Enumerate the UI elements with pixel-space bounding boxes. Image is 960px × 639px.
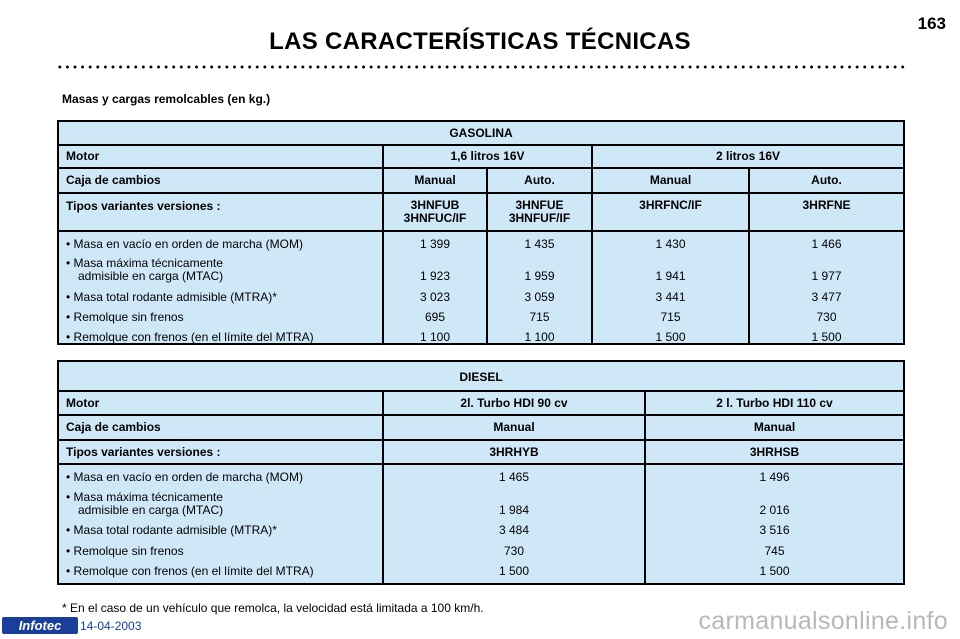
tipos-value: 3HRHYB [382, 441, 644, 465]
footnote: * En el caso de un vehículo que remolca, la velocidad está limitada a 100 km/h. [62, 601, 484, 615]
tipos-label: Tipos variantes versiones : [66, 199, 221, 213]
row-value: 715 [660, 310, 681, 324]
footer-date: 14-04-2003 [80, 619, 142, 633]
tipos-value: 3HNFUC/IF [403, 211, 467, 225]
tipos-value: 3HRFNE [748, 194, 903, 232]
watermark: carmanualsonline.info [698, 607, 948, 635]
gasolina-heading: GASOLINA [449, 126, 513, 140]
section-subtitle: Masas y cargas remolcables (en kg.) [62, 92, 271, 106]
gasolina-caja-row [59, 167, 903, 194]
motor-label: Motor [66, 149, 100, 163]
data-row [59, 469, 903, 485]
row-label: • Remolque sin frenos [66, 310, 184, 324]
tipos-value-cell [382, 194, 486, 232]
gasolina-motor-row [59, 144, 903, 169]
gasolina-data-block [59, 230, 903, 343]
row-value: 1 465 [498, 470, 530, 484]
gasolina-heading-row [59, 122, 903, 144]
row-value: 1 941 [655, 269, 686, 283]
caja-value: Manual [382, 169, 486, 194]
gasolina-table [57, 120, 905, 345]
diesel-motor-row [59, 390, 903, 416]
page-number: 163 [917, 14, 946, 33]
row-label: • Remolque con frenos (en el límite del MTRA) [66, 564, 314, 578]
tipos-value-cell [486, 194, 591, 232]
row-label-continued: admisible en carga (MTAC) [78, 269, 224, 283]
row-value: 715 [529, 310, 550, 324]
tipos-label: Tipos variantes versiones : [66, 445, 221, 459]
row-value: 1 435 [524, 237, 555, 251]
caja-value: Manual [591, 169, 748, 194]
row-value: 3 477 [811, 290, 842, 304]
data-row [59, 502, 903, 518]
data-row [59, 236, 903, 252]
row-label: • Masa total rodante admisible (MTRA)* [66, 290, 277, 304]
data-row [59, 268, 903, 284]
data-row [59, 329, 903, 345]
row-value: 1 500 [498, 564, 530, 578]
caja-value: Auto. [486, 169, 591, 194]
row-value: 1 466 [811, 237, 842, 251]
tipos-value: 3HRFNC/IF [591, 194, 748, 232]
caja-value: Manual [644, 416, 903, 441]
motor-value: 2 l. Turbo HDI 110 cv [644, 392, 903, 416]
diesel-heading: DIESEL [459, 370, 503, 384]
data-row [59, 543, 903, 559]
diesel-tipos-row [59, 439, 903, 465]
row-value: 3 484 [498, 523, 530, 537]
row-value: 730 [816, 310, 837, 324]
diesel-data-block [59, 463, 903, 583]
row-value: 1 977 [811, 269, 842, 283]
row-value: 1 430 [655, 237, 686, 251]
tipos-value: 3HNFUF/IF [508, 211, 571, 225]
data-row [59, 309, 903, 325]
tipos-value: 3HNFUE [515, 198, 564, 212]
diesel-table [57, 360, 905, 585]
data-row [59, 563, 903, 579]
row-value: 1 496 [759, 470, 790, 484]
row-label: • Remolque sin frenos [66, 544, 184, 558]
row-value: 1 500 [655, 330, 686, 344]
row-value: 3 023 [419, 290, 451, 304]
row-value: 730 [503, 544, 525, 558]
row-value: 1 100 [524, 330, 555, 344]
row-label: • Remolque con frenos (en el límite del MTRA) [66, 330, 314, 344]
row-label: • Masa en vacío en orden de marcha (MOM) [66, 237, 303, 251]
motor-value: 2 litros 16V [591, 146, 903, 169]
row-value: 1 100 [419, 330, 451, 344]
page-title: LAS CARACTERÍSTICAS TÉCNICAS [269, 28, 691, 55]
row-label-continued: admisible en carga (MTAC) [78, 503, 224, 517]
dotted-divider [56, 64, 906, 70]
row-value: 1 500 [759, 564, 790, 578]
row-value: 2 016 [759, 503, 790, 517]
row-value: 1 399 [419, 237, 451, 251]
row-value: 745 [764, 544, 785, 558]
infotec-logo: Infotec [2, 617, 78, 634]
row-value: 3 059 [524, 290, 555, 304]
row-label: • Masa máxima técnicamente [66, 490, 223, 504]
caja-value: Manual [382, 416, 644, 441]
row-value: 3 441 [655, 290, 686, 304]
row-value: 1 923 [419, 269, 451, 283]
motor-label: Motor [66, 396, 100, 410]
row-value: 1 984 [498, 503, 530, 517]
motor-value: 2l. Turbo HDI 90 cv [382, 392, 644, 416]
row-value: 695 [424, 310, 446, 324]
row-value: 1 500 [811, 330, 842, 344]
motor-value: 1,6 litros 16V [382, 146, 591, 169]
gasolina-tipos-row [59, 192, 903, 232]
data-row [59, 522, 903, 538]
tipos-value: 3HNFUB [410, 198, 460, 212]
diesel-heading-row [59, 362, 903, 390]
caja-label: Caja de cambios [66, 173, 161, 187]
caja-value: Auto. [748, 169, 903, 194]
row-value: 1 959 [524, 269, 555, 283]
row-value: 3 516 [759, 523, 790, 537]
row-label: • Masa total rodante admisible (MTRA)* [66, 523, 277, 537]
row-label: • Masa en vacío en orden de marcha (MOM) [66, 470, 303, 484]
data-row [59, 289, 903, 305]
row-label: • Masa máxima técnicamente [66, 256, 223, 270]
diesel-caja-row [59, 414, 903, 441]
tipos-value: 3HRHSB [644, 441, 903, 465]
caja-label: Caja de cambios [66, 420, 161, 434]
